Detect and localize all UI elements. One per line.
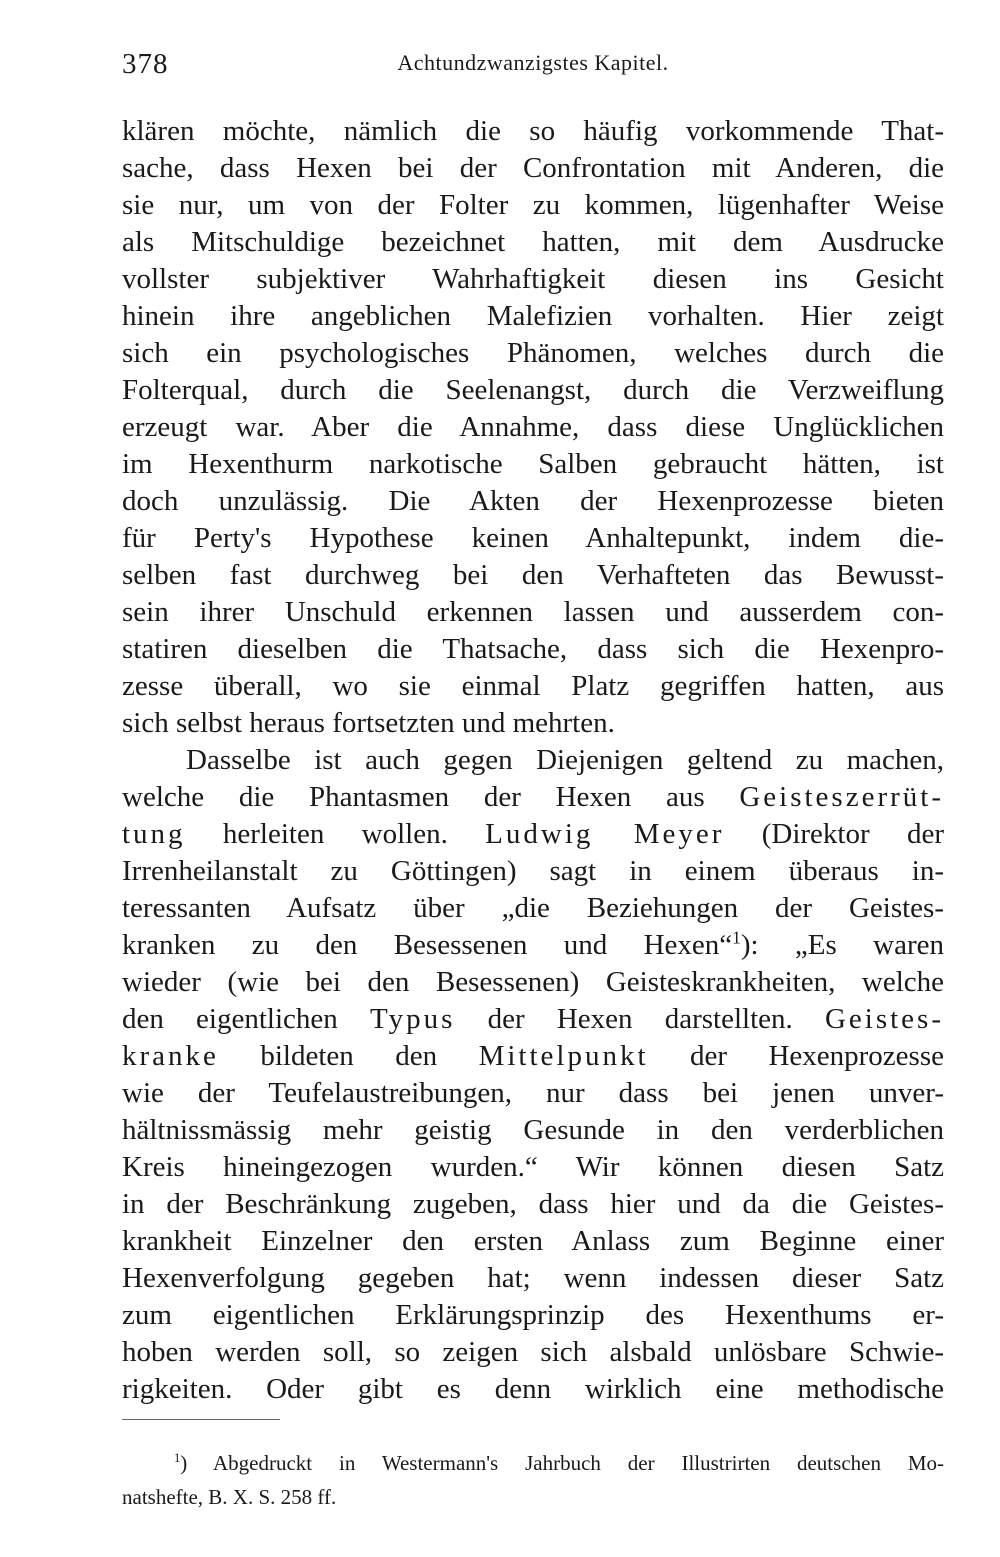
text-line: den eigentlichen Typus der Hexen darstellten. Geistes- xyxy=(122,1003,944,1035)
footnote-marker: 1 xyxy=(174,1451,181,1465)
text-line: selben fast durchweg bei den Verhafteten das Bewusst- xyxy=(122,559,944,591)
text-line: sich ein psychologisches Phänomen, welches durch die xyxy=(122,337,944,369)
text-line: welche die Phantasmen der Hexen aus Geisteszerrüt- xyxy=(122,781,944,813)
footnote-separator xyxy=(122,1419,280,1420)
text-line: klären möchte, nämlich die so häufig vorkommende That- xyxy=(122,115,944,147)
text-line: krankheit Einzelner den ersten Anlass zum Beginne einer xyxy=(122,1225,944,1257)
text-line: hältnissmässig mehr geistig Gesunde in den verderblichen xyxy=(122,1114,944,1146)
text-line: kranken zu den Besessenen und Hexen“$^1$): „Es waren xyxy=(122,927,944,961)
text-line: in der Beschränkung zugeben, dass hier und da die Geistes- xyxy=(122,1188,944,1220)
text-line: doch unzulässig. Die Akten der Hexenprozesse bieten xyxy=(122,485,944,517)
text-line: tung herleiten wollen. Ludwig Meyer (Direktor der xyxy=(122,818,944,850)
text-line: teressanten Aufsatz über „die Beziehungen der Geistes- xyxy=(122,892,944,924)
footnote-area xyxy=(122,1446,944,1514)
text-line: sich selbst heraus fortsetzten und mehrten. xyxy=(122,707,615,739)
text-line: statiren dieselben die Thatsache, dass sich die Hexenpro- xyxy=(122,633,944,665)
text-line: hinein ihre angeblichen Malefizien vorhalten. Hier zeigt xyxy=(122,300,944,332)
spaced-name: Ludwig Meyer xyxy=(485,818,725,850)
page-header xyxy=(122,48,944,88)
text-line: sache, dass Hexen bei der Confrontation mit Anderen, die xyxy=(122,152,944,184)
footnote-line: natshefte, B. X. S. 258 ff. xyxy=(122,1485,337,1509)
text-line: vollster subjektiver Wahrhaftigkeit diesen ins Gesicht xyxy=(122,263,944,295)
text-line: hoben werden soll, so zeigen sich alsbald unlösbare Schwie- xyxy=(122,1336,944,1368)
text-line: für Perty's Hypothese keinen Anhaltepunkt, indem die- xyxy=(122,522,944,554)
spaced-term: Geistes- xyxy=(824,1003,944,1035)
text-line: sein ihrer Unschuld erkennen lassen und ausserdem con- xyxy=(122,596,944,628)
text-line: kranke bildeten den Mittelpunkt der Hexenprozesse xyxy=(122,1040,944,1072)
text-line: zesse überall, wo sie einmal Platz gegriffen hatten, aus xyxy=(122,670,944,702)
text-line: Kreis hineingezogen wurden.“ Wir können diesen Satz xyxy=(122,1151,944,1183)
spaced-term: Geisteszerrüt- xyxy=(739,781,944,813)
body-text xyxy=(122,113,944,1408)
spaced-term: tung xyxy=(122,818,186,850)
spaced-term: Typus xyxy=(369,1003,456,1035)
text-line: im Hexenthurm narkotische Salben gebraucht hätten, ist xyxy=(122,448,944,480)
paragraph-geisteszerruettung xyxy=(122,742,944,1408)
text-line: Irrenheilanstalt zu Göttingen) sagt in einem überaus in- xyxy=(122,855,944,887)
paragraph-continued xyxy=(122,113,944,742)
text-line: zum eigentlichen Erklärungsprinzip des Hexenthums er- xyxy=(122,1299,944,1331)
text-line: als Mitschuldige bezeichnet hatten, mit dem Ausdrucke xyxy=(122,226,944,258)
spaced-term: Mittelpunkt xyxy=(478,1040,649,1072)
footnote-line: $^1$) Abgedruckt in Westermann's Jahrbuch der Illustrirten deutschen Mo- xyxy=(174,1451,944,1475)
text-line: rigkeiten. Oder gibt es denn wirklich eine methodische xyxy=(122,1373,944,1405)
spaced-term: kranke xyxy=(122,1040,219,1072)
text-line: Hexenverfolgung gegeben hat; wenn indessen dieser Satz xyxy=(122,1262,944,1294)
running-title: Achtundzwanzigstes Kapitel. xyxy=(397,50,669,75)
text-line: sie nur, um von der Folter zu kommen, lügenhafter Weise xyxy=(122,189,944,221)
footnote-reference[interactable]: 1 xyxy=(732,927,741,948)
text-line: wieder (wie bei den Besessenen) Geisteskrankheiten, welche xyxy=(122,966,944,998)
text-line: Folterqual, durch die Seelenangst, durch die Verzweiflung xyxy=(122,374,944,406)
text-line: erzeugt war. Aber die Annahme, dass diese Unglücklichen xyxy=(122,411,944,443)
text-line: wie der Teufelaustreibungen, nur dass bei jenen unver- xyxy=(122,1077,944,1109)
page-number: 378 xyxy=(122,48,169,80)
text-line: Dasselbe ist auch gegen Diejenigen geltend zu machen, xyxy=(186,744,944,776)
